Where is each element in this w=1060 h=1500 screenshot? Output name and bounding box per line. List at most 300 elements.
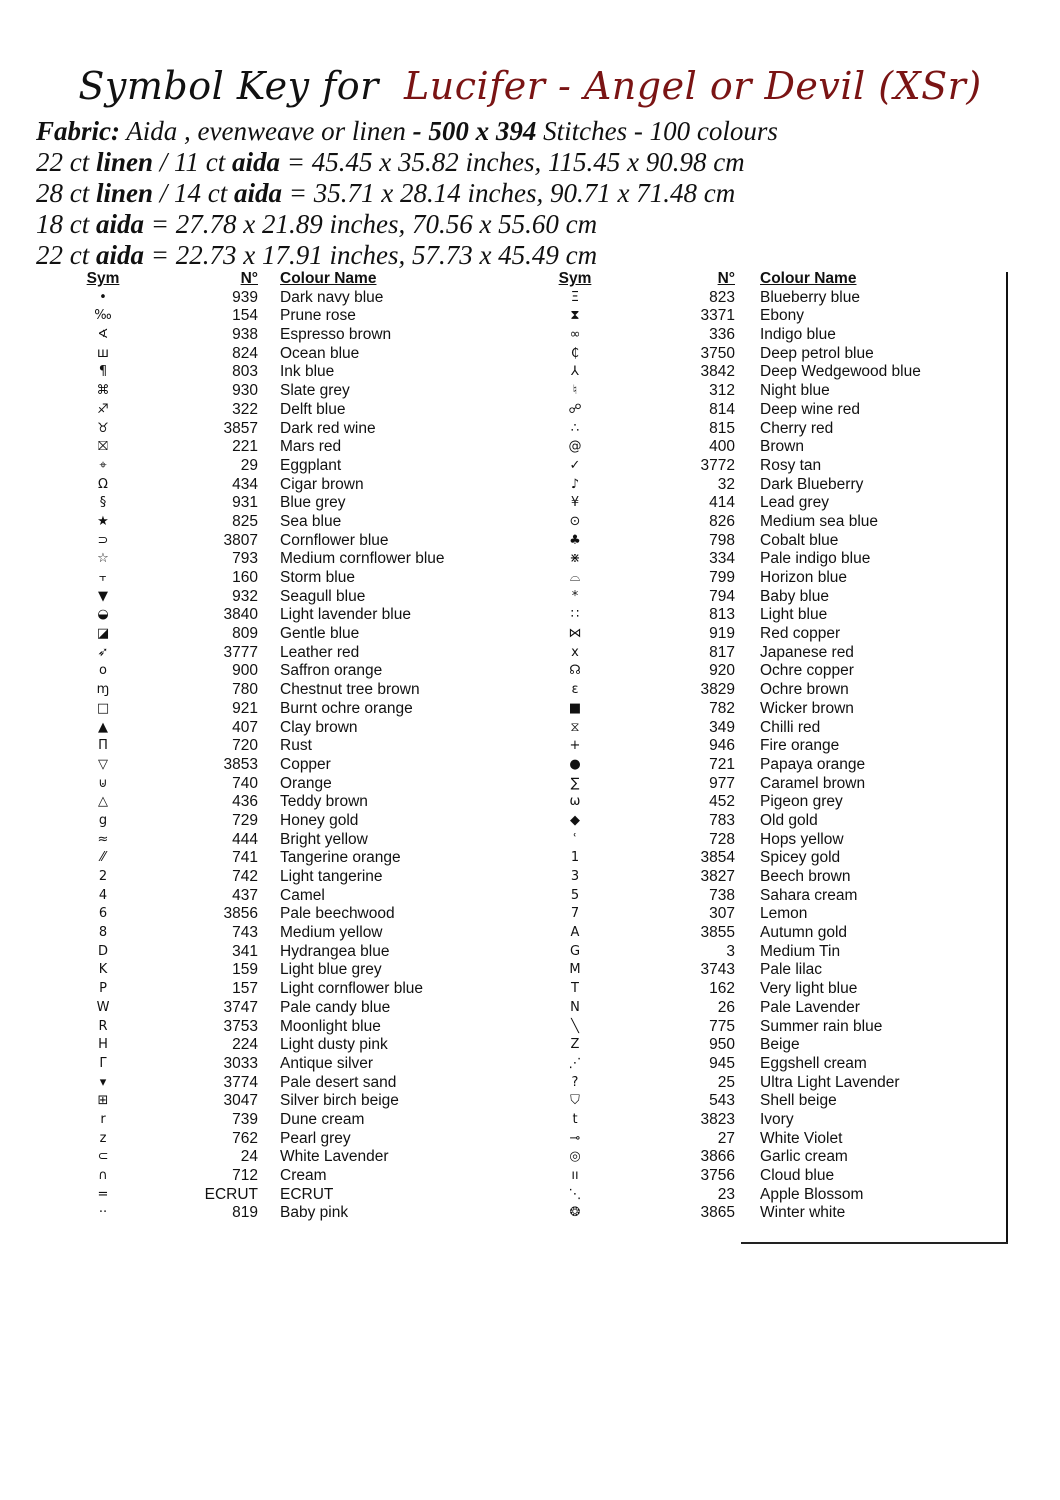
symbol-icon: ▽ bbox=[98, 756, 108, 772]
table-row bbox=[0, 719, 1060, 738]
floss-number: 26 bbox=[717, 998, 735, 1016]
floss-number: 436 bbox=[232, 793, 258, 811]
floss-number: 3829 bbox=[700, 681, 735, 699]
colour-name: Ochre brown bbox=[760, 681, 849, 699]
symbol-icon: g bbox=[98, 812, 108, 828]
colour-name: Beige bbox=[760, 1036, 800, 1054]
table-row bbox=[0, 1204, 1060, 1223]
header-name: Colour Name bbox=[760, 270, 857, 287]
floss-number: 824 bbox=[232, 344, 258, 362]
size-line-mid: / 14 ct bbox=[153, 178, 235, 208]
size-lines bbox=[36, 147, 778, 271]
floss-number: 307 bbox=[709, 905, 735, 923]
floss-number: 743 bbox=[232, 924, 258, 942]
floss-number: 729 bbox=[232, 811, 258, 829]
symbol-icon: t bbox=[572, 1111, 578, 1127]
header-num: N° bbox=[240, 270, 258, 287]
symbol-icon: ¥ bbox=[570, 495, 580, 511]
colour-name: Sea blue bbox=[280, 512, 342, 530]
colour-name: Spicey gold bbox=[760, 849, 841, 867]
floss-number: 3854 bbox=[700, 849, 735, 867]
floss-number: 336 bbox=[709, 326, 735, 344]
symbol-icon: z bbox=[99, 1130, 107, 1146]
floss-number: 224 bbox=[232, 1036, 258, 1054]
colour-name: Horizon blue bbox=[760, 569, 848, 586]
symbol-icon: ⛝ bbox=[98, 439, 108, 455]
table-row bbox=[0, 681, 1060, 700]
size-line bbox=[36, 147, 778, 178]
table-row bbox=[0, 606, 1060, 625]
table-row bbox=[0, 532, 1060, 551]
size-line-rest: = 45.45 x 35.82 inches, 115.45 x 90.98 cm bbox=[280, 147, 745, 177]
colour-name: Medium yellow bbox=[280, 924, 383, 942]
colour-name: Dune cream bbox=[280, 1110, 365, 1128]
floss-number: 920 bbox=[709, 662, 735, 680]
symbol-icon: △ bbox=[98, 794, 108, 810]
colour-name: Mars red bbox=[280, 438, 342, 456]
colour-name: Fire orange bbox=[760, 737, 840, 755]
floss-number: 3033 bbox=[223, 1054, 258, 1072]
floss-number: 815 bbox=[709, 419, 735, 437]
floss-number: 809 bbox=[232, 625, 258, 643]
floss-number: 434 bbox=[232, 475, 258, 493]
floss-number: 23 bbox=[717, 1185, 735, 1203]
table-row bbox=[0, 756, 1060, 775]
symbol-icon: ╲ bbox=[571, 1018, 579, 1034]
table-row bbox=[0, 401, 1060, 420]
floss-number: 349 bbox=[709, 718, 735, 736]
floss-number: 977 bbox=[709, 774, 735, 792]
colour-name: Espresso brown bbox=[280, 326, 392, 344]
floss-number: 444 bbox=[232, 830, 258, 848]
floss-number: 721 bbox=[709, 755, 735, 773]
floss-number: 543 bbox=[709, 1092, 735, 1110]
colour-name: Light dusty pink bbox=[280, 1036, 388, 1054]
colour-name: Blue grey bbox=[280, 494, 346, 512]
symbol-icon: 3 bbox=[570, 869, 580, 884]
symbol-icon: ∴ bbox=[570, 420, 580, 436]
floss-number: 819 bbox=[232, 1204, 258, 1222]
floss-number: 738 bbox=[709, 886, 735, 904]
table-row bbox=[0, 1148, 1060, 1167]
table-row bbox=[0, 737, 1060, 756]
colour-name: Apple Blossom bbox=[760, 1185, 864, 1203]
table-row bbox=[0, 700, 1060, 719]
symbol-icon: 7 bbox=[570, 906, 580, 922]
floss-number: 939 bbox=[232, 288, 258, 306]
symbol-icon: 2 bbox=[98, 869, 108, 884]
symbol-icon: ⫟ bbox=[99, 570, 107, 585]
floss-number: 3840 bbox=[223, 606, 258, 624]
size-line-rest: = 27.78 x 21.89 inches, 70.56 x 55.60 cm bbox=[144, 209, 598, 239]
table-row bbox=[0, 625, 1060, 644]
floss-number: 780 bbox=[232, 681, 258, 699]
symbol-icon: ■ bbox=[568, 700, 582, 716]
colour-name: Clay brown bbox=[280, 718, 358, 736]
floss-number: 159 bbox=[232, 961, 258, 979]
symbol-icon: ʿ bbox=[573, 831, 577, 847]
fabric-label: Fabric: bbox=[36, 116, 120, 146]
symbol-icon: ∢ bbox=[97, 327, 109, 343]
symbol-icon: ● bbox=[569, 756, 581, 772]
floss-number: 728 bbox=[709, 830, 735, 848]
size-line-rest: = 22.73 x 17.91 inches, 57.73 x 45.49 cm bbox=[144, 240, 598, 270]
table-row bbox=[0, 363, 1060, 382]
table-row bbox=[0, 924, 1060, 943]
table-row bbox=[0, 1018, 1060, 1037]
table-row bbox=[0, 550, 1060, 569]
floss-number: 825 bbox=[232, 512, 258, 530]
floss-number: 3047 bbox=[223, 1092, 258, 1110]
floss-number: 817 bbox=[709, 643, 735, 661]
colour-name: Japanese red bbox=[760, 643, 854, 661]
table-right-border bbox=[1006, 272, 1008, 1244]
symbol-icon: 1 bbox=[570, 850, 580, 866]
floss-number: 782 bbox=[709, 699, 735, 717]
colour-name: Eggshell cream bbox=[760, 1054, 867, 1072]
stitch-count: 500 x 394 bbox=[428, 116, 537, 146]
symbol-icon: ∑ bbox=[570, 775, 580, 791]
floss-number: 452 bbox=[709, 793, 735, 811]
colour-name: Cornflower blue bbox=[280, 531, 389, 549]
floss-number: 3753 bbox=[223, 1017, 258, 1035]
symbol-icon: 8 bbox=[98, 925, 108, 941]
table-row bbox=[0, 849, 1060, 868]
symbol-icon: H bbox=[98, 1037, 108, 1053]
symbol-icon: ▼ bbox=[98, 588, 108, 604]
floss-number: 921 bbox=[232, 699, 258, 717]
colour-name: Light cornflower blue bbox=[280, 980, 424, 998]
colour-name: Cloud blue bbox=[760, 1167, 835, 1184]
colour-name: Blueberry blue bbox=[760, 288, 860, 306]
symbol-icon: ➶ bbox=[97, 644, 109, 660]
symbol-icon: ≈ bbox=[97, 831, 109, 847]
symbol-icon: ⋈ bbox=[568, 626, 582, 642]
symbol-icon: ? bbox=[571, 1074, 579, 1090]
symbol-icon: ⌘ bbox=[96, 383, 110, 399]
colour-name: Saffron orange bbox=[280, 662, 383, 680]
symbol-icon: ♉ bbox=[97, 420, 109, 436]
colour-name: Medium cornflower blue bbox=[280, 550, 445, 568]
colour-name: Chestnut tree brown bbox=[280, 681, 420, 699]
symbol-icon: ✓ bbox=[569, 457, 581, 473]
colour-name: Cream bbox=[280, 1167, 327, 1184]
floss-number: 154 bbox=[232, 307, 258, 325]
colour-name: Seagull blue bbox=[280, 587, 366, 605]
floss-number: 160 bbox=[232, 569, 258, 586]
colour-name: Garlic cream bbox=[760, 1148, 848, 1166]
symbol-icon: ∞ bbox=[569, 327, 581, 343]
colour-name: Pearl grey bbox=[280, 1129, 351, 1147]
colour-name: Hydrangea blue bbox=[280, 942, 390, 960]
size-line-rest: = 35.71 x 28.14 inches, 90.71 x 71.48 cm bbox=[282, 178, 736, 208]
floss-number: 221 bbox=[232, 438, 258, 456]
header-name: Colour Name bbox=[280, 270, 377, 287]
size-line-b2: aida bbox=[232, 147, 281, 177]
colour-name: Beech brown bbox=[760, 868, 851, 885]
symbol-icon: ⊂ bbox=[97, 1149, 109, 1165]
floss-number: 900 bbox=[232, 662, 258, 680]
floss-number: 3750 bbox=[700, 344, 735, 362]
colour-name: Light blue bbox=[760, 606, 828, 624]
floss-number: 24 bbox=[240, 1148, 258, 1166]
colour-name: Dark navy blue bbox=[280, 288, 384, 306]
floss-number: 3856 bbox=[223, 905, 258, 923]
header-sym: Sym bbox=[558, 270, 592, 287]
colour-name: Gentle blue bbox=[280, 625, 360, 643]
header-sym: Sym bbox=[86, 270, 120, 287]
floss-number: 3827 bbox=[700, 868, 735, 885]
floss-number: 938 bbox=[232, 326, 258, 344]
colour-name: Very light blue bbox=[760, 980, 858, 998]
symbol-icon: ⧖ bbox=[570, 719, 580, 735]
colour-name: Tangerine orange bbox=[280, 849, 401, 867]
table-row bbox=[0, 905, 1060, 924]
table-row bbox=[0, 868, 1060, 887]
colour-name: Brown bbox=[760, 438, 804, 456]
colour-name: Medium Tin bbox=[760, 942, 841, 960]
floss-number: 930 bbox=[232, 382, 258, 400]
table-row bbox=[0, 457, 1060, 476]
symbol-icon: Ω bbox=[98, 476, 108, 492]
colour-name: Copper bbox=[280, 755, 331, 773]
colour-name: Lead grey bbox=[760, 494, 829, 512]
table-row bbox=[0, 793, 1060, 812]
symbol-icon: ∷ bbox=[570, 607, 580, 623]
colour-name: Ocean blue bbox=[280, 344, 360, 362]
floss-number: 826 bbox=[709, 512, 735, 530]
colour-name: Burnt ochre orange bbox=[280, 699, 413, 717]
floss-number: 3743 bbox=[700, 961, 735, 979]
colour-name: Hops yellow bbox=[760, 830, 844, 848]
floss-number: 775 bbox=[709, 1017, 735, 1035]
symbol-icon: § bbox=[99, 495, 107, 511]
symbol-icon: R bbox=[98, 1018, 108, 1034]
table-row bbox=[0, 1092, 1060, 1111]
colour-name: Slate grey bbox=[280, 382, 350, 400]
colour-name: Pale Lavender bbox=[760, 998, 860, 1016]
title-pattern-name: Lucifer - Angel or Devil (XSr) bbox=[404, 64, 982, 108]
colour-name: Pigeon grey bbox=[760, 793, 843, 811]
colour-name: Light lavender blue bbox=[280, 606, 411, 624]
size-line-b2: aida bbox=[234, 178, 283, 208]
table-row bbox=[0, 1130, 1060, 1149]
symbol-icon: ш bbox=[97, 345, 109, 361]
colour-name: Pale indigo blue bbox=[760, 550, 871, 568]
symbol-icon: o bbox=[99, 663, 107, 679]
colour-name: Pale candy blue bbox=[280, 998, 391, 1016]
table-row bbox=[0, 326, 1060, 345]
symbol-icon: 5 bbox=[570, 887, 580, 903]
size-line-b1: linen bbox=[96, 178, 154, 208]
symbol-icon: T bbox=[571, 981, 579, 997]
symbol-icon: ₵ bbox=[570, 345, 580, 361]
colour-name: Antique silver bbox=[280, 1054, 374, 1072]
floss-number: 407 bbox=[232, 718, 258, 736]
floss-number: 931 bbox=[232, 494, 258, 512]
table-row bbox=[0, 1074, 1060, 1093]
colour-name: Prune rose bbox=[280, 307, 356, 325]
table-row bbox=[0, 476, 1060, 495]
colour-name: Moonlight blue bbox=[280, 1017, 381, 1035]
colour-name: Pale desert sand bbox=[280, 1073, 397, 1091]
symbol-icon: ♣ bbox=[569, 532, 581, 548]
title-prefix: Symbol Key for bbox=[78, 64, 379, 108]
table-row bbox=[0, 980, 1060, 999]
table-row bbox=[0, 644, 1060, 663]
symbol-icon: 4 bbox=[98, 887, 108, 903]
floss-number: 742 bbox=[232, 868, 258, 885]
floss-number: 946 bbox=[709, 737, 735, 755]
floss-number: 794 bbox=[709, 587, 735, 605]
colour-name: Cobalt blue bbox=[760, 531, 839, 549]
colour-name: Honey gold bbox=[280, 811, 359, 829]
floss-number: 799 bbox=[709, 569, 735, 586]
colour-name: Silver birch beige bbox=[280, 1092, 399, 1110]
floss-number: 740 bbox=[232, 774, 258, 792]
colour-name: Deep wine red bbox=[760, 400, 860, 418]
symbol-icon: ¶ bbox=[98, 364, 108, 380]
floss-number: 803 bbox=[232, 363, 258, 381]
floss-number: 312 bbox=[709, 382, 735, 400]
symbol-icon: ⊃ bbox=[97, 532, 109, 548]
symbol-icon: ε bbox=[571, 682, 579, 698]
floss-number: 823 bbox=[709, 288, 735, 306]
colour-name: Orange bbox=[280, 774, 332, 792]
symbol-icon: N bbox=[570, 999, 580, 1015]
table-row bbox=[0, 662, 1060, 681]
colour-name: ECRUT bbox=[280, 1185, 334, 1203]
floss-number: 3857 bbox=[223, 419, 258, 437]
size-line-b2: aida bbox=[96, 209, 145, 239]
floss-number: 157 bbox=[232, 980, 258, 998]
floss-number: 762 bbox=[232, 1129, 258, 1147]
table-row bbox=[0, 420, 1060, 439]
colour-name: Summer rain blue bbox=[760, 1017, 883, 1035]
symbol-icon: ♐ bbox=[97, 401, 109, 417]
symbol-icon: ◪ bbox=[96, 626, 110, 642]
colour-name: Shell beige bbox=[760, 1092, 837, 1110]
colour-name: Sahara cream bbox=[760, 886, 858, 904]
table-row bbox=[0, 887, 1060, 906]
symbol-icon: ★ bbox=[97, 513, 109, 529]
table-row bbox=[0, 812, 1060, 831]
symbol-icon: D bbox=[97, 943, 108, 959]
colour-name: Winter white bbox=[760, 1204, 846, 1222]
symbol-icon: ♪ bbox=[570, 476, 580, 492]
table-row bbox=[0, 494, 1060, 513]
colour-name: Lemon bbox=[760, 905, 808, 923]
symbol-icon: ⊸ bbox=[569, 1130, 581, 1146]
symbol-icon: ⋱ bbox=[568, 1186, 582, 1202]
symbol-icon: = bbox=[97, 1186, 109, 1202]
table-row bbox=[0, 569, 1060, 588]
header-num: N° bbox=[717, 270, 735, 287]
floss-number: 3747 bbox=[223, 998, 258, 1016]
fabric-dash: - bbox=[412, 116, 429, 146]
table-row bbox=[0, 831, 1060, 850]
size-line-mid: / 11 ct bbox=[153, 147, 233, 177]
symbol-icon: Ξ bbox=[570, 289, 580, 305]
floss-number: 793 bbox=[232, 550, 258, 568]
symbol-icon: ◆ bbox=[570, 812, 580, 828]
table-row bbox=[0, 1167, 1060, 1186]
symbol-icon: ♮ bbox=[572, 383, 578, 399]
floss-number: 3756 bbox=[700, 1167, 735, 1184]
symbol-icon: M bbox=[569, 962, 581, 978]
colour-name: Papaya orange bbox=[760, 755, 866, 773]
colour-name: Bright yellow bbox=[280, 830, 368, 848]
floss-number: 3866 bbox=[700, 1148, 735, 1166]
floss-number: 3772 bbox=[700, 456, 735, 474]
fabric-info bbox=[36, 116, 778, 271]
colour-name: Autumn gold bbox=[760, 924, 848, 942]
colour-name: Caramel brown bbox=[760, 774, 866, 792]
colour-name: Medium sea blue bbox=[760, 512, 879, 530]
fabric-text: Aida , evenweave or linen bbox=[120, 116, 413, 146]
symbol-icon: ⋰ bbox=[568, 1055, 582, 1071]
symbol-icon: ⁄⁄ bbox=[100, 850, 106, 866]
floss-number: 3807 bbox=[223, 531, 258, 549]
floss-number: 400 bbox=[709, 438, 735, 456]
symbol-icon: @ bbox=[568, 439, 582, 455]
table-row bbox=[0, 961, 1060, 980]
symbol-icon: * bbox=[571, 588, 579, 604]
symbol-icon: A bbox=[570, 925, 580, 941]
colour-name: Ivory bbox=[760, 1110, 794, 1128]
symbol-icon: ⊙ bbox=[569, 513, 581, 529]
colour-name: White Lavender bbox=[280, 1148, 389, 1166]
table-bottom-border bbox=[741, 1242, 1008, 1244]
symbol-icon: ·· bbox=[98, 1205, 108, 1221]
colour-name: Cherry red bbox=[760, 419, 834, 437]
symbol-icon: x bbox=[571, 644, 579, 660]
table-row bbox=[0, 1055, 1060, 1074]
colour-name: Delft blue bbox=[280, 400, 346, 418]
size-line bbox=[36, 178, 778, 209]
floss-number: 813 bbox=[709, 606, 735, 624]
symbol-icon: r bbox=[100, 1111, 106, 1127]
symbol-icon: ❂ bbox=[569, 1205, 581, 1221]
floss-number: 919 bbox=[709, 625, 735, 643]
floss-number: 945 bbox=[709, 1054, 735, 1072]
floss-number: 3842 bbox=[700, 363, 735, 381]
floss-number: 3855 bbox=[700, 924, 735, 942]
size-line-ct1: 22 ct bbox=[36, 147, 96, 177]
table-row bbox=[0, 775, 1060, 794]
symbol-icon: ☆ bbox=[97, 551, 109, 567]
floss-number: 783 bbox=[709, 811, 735, 829]
size-line-ct1: 28 ct bbox=[36, 178, 96, 208]
floss-number: 32 bbox=[717, 475, 735, 493]
colour-name: Light blue grey bbox=[280, 961, 382, 979]
symbol-icon: ▲ bbox=[98, 719, 108, 735]
table-row bbox=[0, 307, 1060, 326]
size-line-ct1: 22 ct bbox=[36, 240, 96, 270]
table-row bbox=[0, 1186, 1060, 1205]
floss-number: 162 bbox=[709, 980, 735, 998]
colour-name: Eggplant bbox=[280, 456, 342, 474]
colour-name: Dark red wine bbox=[280, 419, 376, 437]
colour-name: Pale lilac bbox=[760, 961, 823, 979]
floss-number: 720 bbox=[232, 737, 258, 755]
symbol-icon: ω bbox=[569, 794, 581, 810]
colour-name: Ultra Light Lavender bbox=[760, 1073, 900, 1091]
fabric-line bbox=[36, 116, 778, 147]
stitches-colours: Stitches - 100 colours bbox=[536, 116, 778, 146]
floss-number: ECRUT bbox=[204, 1185, 258, 1203]
floss-number: 414 bbox=[709, 494, 735, 512]
